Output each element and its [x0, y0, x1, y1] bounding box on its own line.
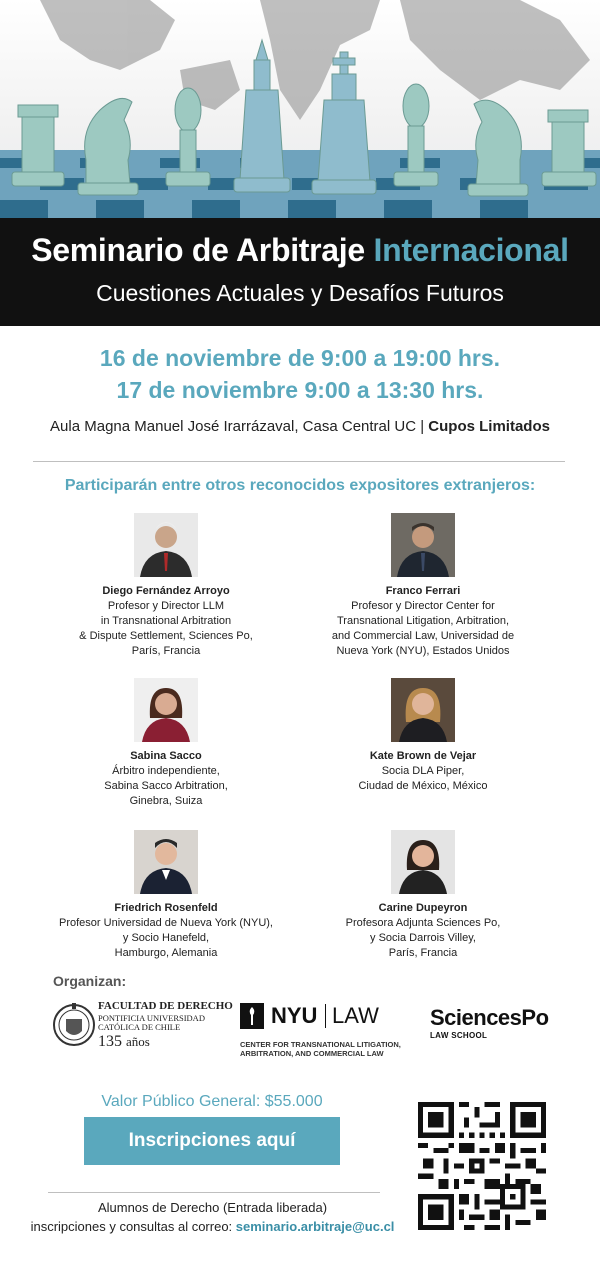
- puc-line3: CATÓLICA DE CHILE: [98, 1022, 181, 1032]
- title-banner: [0, 218, 600, 326]
- footer-students: Alumnos de Derecho (Entrada liberada): [97, 1200, 328, 1215]
- footer-contact: [0, 1219, 425, 1234]
- puc-law-logo: [52, 997, 242, 1055]
- organizers-label: Organizan:: [53, 973, 127, 989]
- rook-piece-left: [12, 105, 64, 186]
- event-title: [0, 232, 600, 269]
- speaker-card: [283, 678, 563, 794]
- speaker-description: Profesora Adjunta Sciences Po, y Socia Darrois Villey, París, Francia: [345, 917, 501, 959]
- speaker-card: [26, 678, 306, 809]
- footer-contact-text: inscripciones y consultas al correo:: [30, 1219, 236, 1234]
- venue-line: [0, 418, 600, 435]
- knight-piece-right: [468, 100, 528, 196]
- venue-place: Aula Magna Manuel José Irarrázaval, Casa Central UC |: [50, 418, 429, 435]
- portrait-icon: [391, 513, 455, 577]
- hero-image: [0, 0, 600, 218]
- sciencespo-school: LAW SCHOOL: [430, 1031, 488, 1040]
- chess-board-illustration: [0, 0, 600, 218]
- rook-piece-right: [542, 110, 596, 186]
- puc-years-word: años: [126, 1034, 150, 1049]
- speaker-card: [26, 513, 306, 659]
- nyu-torch-icon: [240, 1003, 264, 1029]
- qr-code-icon: [418, 1102, 546, 1230]
- speaker-name: Kate Brown de Vejar: [369, 750, 477, 762]
- speaker-photo: [391, 830, 455, 894]
- title-main: Seminario de Arbitraje: [31, 232, 365, 268]
- speaker-photo: [134, 830, 198, 894]
- portrait-icon: [391, 830, 455, 894]
- nyu-divider: [325, 1004, 326, 1028]
- puc-anniversary: [98, 1033, 150, 1051]
- university-seal-icon: [52, 997, 96, 1055]
- nyu-name: NYU: [271, 1003, 318, 1028]
- speaker-photo: [134, 678, 198, 742]
- speaker-description: Socia DLA Piper, Ciudad de México, México: [358, 765, 488, 792]
- nyu-center-line2: ARBITRATION, AND COMMERCIAL LAW: [240, 1049, 384, 1058]
- date-line-1: 16 de noviembre de 9:00 a 19:00 hrs.: [99, 345, 501, 371]
- price-label: Valor Público General: $55.000: [101, 1093, 323, 1110]
- knight-piece-left: [78, 98, 138, 195]
- puc-years-number: 135: [98, 1033, 122, 1050]
- speaker-name: Friedrich Rosenfeld: [114, 902, 218, 914]
- nyu-law: LAW: [332, 1003, 379, 1028]
- puc-line1: FACULTAD DE DERECHO: [98, 1000, 233, 1012]
- speaker-description: Profesor y Director Center for Transnational Litigation, Arbitration, and Commercial Law, Universidad de Nueva York (NYU), Estados Unidos: [331, 600, 515, 657]
- portrait-icon: [134, 830, 198, 894]
- limited-seats: Cupos Limitados: [428, 418, 550, 435]
- portrait-icon: [134, 513, 198, 577]
- speaker-name: Diego Fernández Arroyo: [102, 585, 230, 597]
- speaker-card: [26, 830, 306, 961]
- portrait-icon: [391, 678, 455, 742]
- speaker-description: Profesor y Director LLM in Transnational Arbitration & Dispute Settlement, Sciences Po, París, Francia: [79, 600, 253, 657]
- speaker-description: Árbitro independiente, Sabina Sacco Arbitration, Ginebra, Suiza: [104, 765, 228, 807]
- speakers-intro: Participarán entre otros reconocidos expositores extranjeros:: [64, 477, 536, 494]
- event-subtitle: Cuestiones Actuales y Desafíos Futuros: [96, 280, 504, 306]
- contact-email-link[interactable]: seminario.arbitraje@uc.cl: [235, 1219, 395, 1234]
- register-button[interactable]: Inscripciones aquí: [84, 1117, 340, 1165]
- divider-bottom: [48, 1192, 380, 1193]
- sciencespo-logo: [430, 1005, 560, 1045]
- speaker-card: [283, 830, 563, 961]
- divider-top: [33, 461, 565, 462]
- sciencespo-name: SciencesPo: [430, 1005, 549, 1030]
- speaker-photo: [391, 678, 455, 742]
- speaker-photo: [134, 513, 198, 577]
- event-dates: [0, 342, 600, 406]
- puc-line2: PONTIFICIA UNIVERSIDAD: [98, 1013, 205, 1023]
- speaker-name: Franco Ferrari: [385, 585, 461, 597]
- date-line-2: 17 de noviembre 9:00 a 13:30 hrs.: [116, 377, 484, 403]
- speaker-description: Profesor Universidad de Nueva York (NYU), y Socio Hanefeld, Hamburgo, Alemania: [59, 917, 273, 959]
- speaker-name: Carine Dupeyron: [378, 902, 468, 914]
- registration-qr-code[interactable]: [418, 1102, 546, 1230]
- speaker-photo: [391, 513, 455, 577]
- nyu-law-logo: [240, 1003, 420, 1058]
- title-accent: Internacional: [373, 232, 569, 268]
- speaker-name: Sabina Sacco: [130, 750, 202, 762]
- nyu-center-line1: CENTER FOR TRANSNATIONAL LITIGATION,: [240, 1040, 401, 1049]
- speaker-card: [283, 513, 563, 659]
- portrait-icon: [134, 678, 198, 742]
